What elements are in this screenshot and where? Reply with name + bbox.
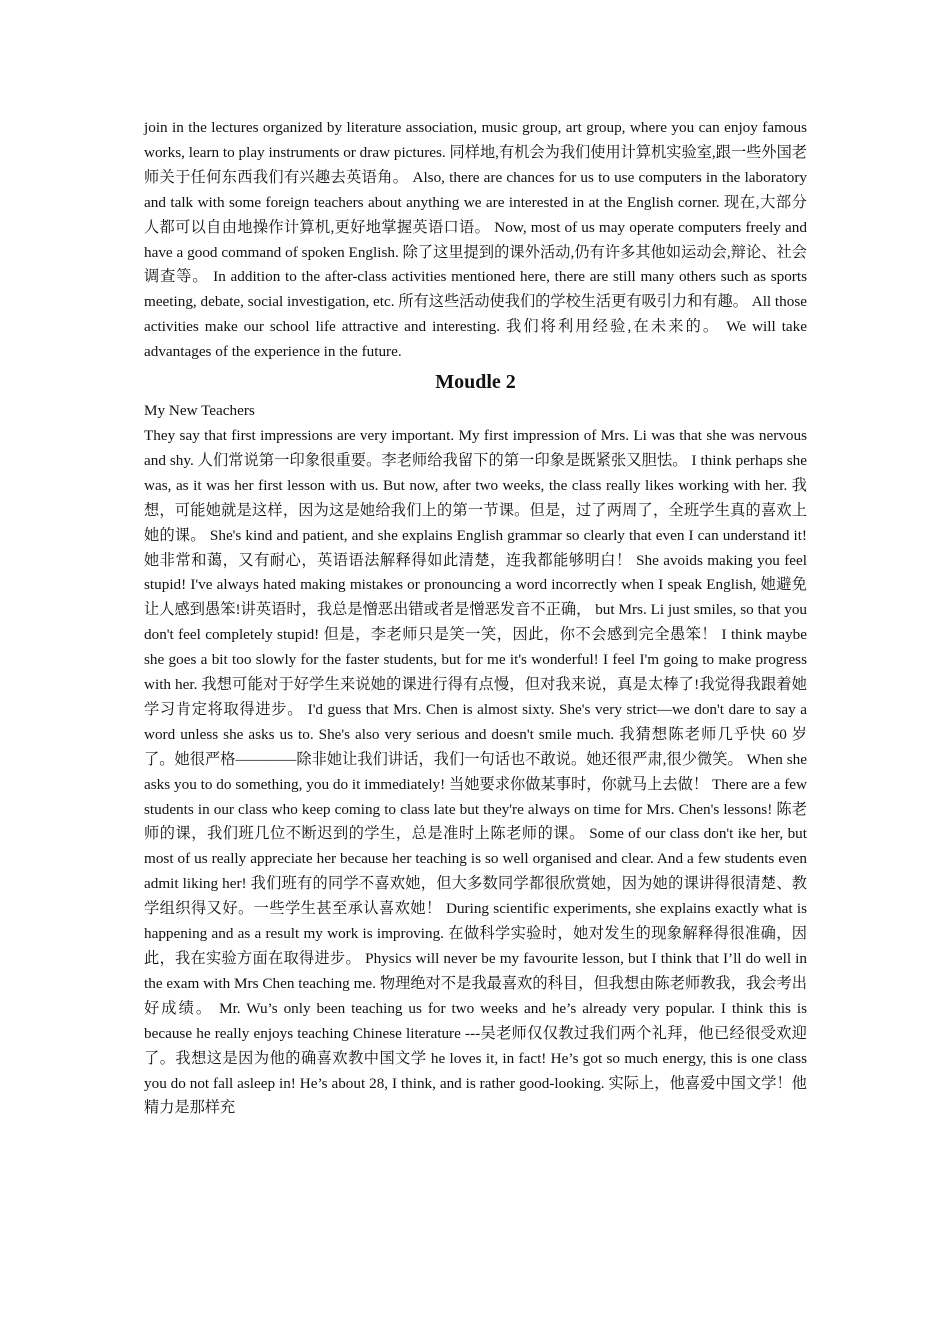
- activities-paragraph: join in the lectures organized by literature association, music group, art group, where you can enjoy famous works, learn to play instruments or draw pictures. 同样地,有机会为我们使用计算机实验室,跟一些外国老师关于任何东西我们有兴趣去英语角。 Also, there are chances for us to use computers in the laboratory and talk with some foreign teachers about anything we are interested in at the English corner. 现在,大部分人都可以自由地操作计算机,更好地掌握英语口语。 Now, most of us may operate computers freely and have a good command of spoken English. 除了这里提到的课外活动,仍有许多其他如运动会,辩论、社会调查等。 In addition to the after-class activities mentioned here, there are still many others such as sports meeting, debate, social investigation, etc. 所有这些活动使我们的学校生活更有吸引力和有趣。 All those activities make our school life attractive and interesting. 我们将利用经验,在未来的。 We will take advantages of the experience in the future.: [144, 119, 807, 361]
- teachers-paragraph: They say that first impressions are very important. My first impression of Mrs. Li was that she was nervous and shy. 人们常说第一印象很重要。李老师给我留下的第一印象是既紧张又胆怯。 I think perhaps she was, as it was her first lesson with us. But now, after two weeks, the class really likes working with her. 我想，可能她就是这样，因为这是她给我们上的第一节课。但是，过了两周了，全班学生真的喜欢上她的课。 She's kind and patient, and she explains English grammar so clearly that even I can understand it! 她非常和蔼，又有耐心，英语语法解释得如此清楚，连我都能够明白！ She avoids making you feel stupid! I've always hated making mistakes or pronouncing a word incorrectly when I speak English, 她避免让人感到愚笨!讲英语时，我总是憎恶出错或者是憎恶发音不正确， but Mrs. Li just smiles, so that you don't feel completely stupid! 但是，李老师只是笑一笑，因此，你不会感到完全愚笨！ I think maybe she goes a bit too slowly for the faster students, but for me it's wonderful! I feel I'm going to make progress with her. 我想可能对于好学生来说她的课进行得有点慢，但对我来说，真是太棒了!我觉得我跟着她学习肯定将取得进步。 I'd guess that Mrs. Chen is almost sixty. She's very strict—we don't dare to say a word unless she asks us to. She's also very serious and doesn't smile much. 我猜想陈老师几乎快 60 岁了。她很严格————除非她让我们讲话，我们一句话也不敢说。她还很严肃,很少微笑。 When she asks you to do something, you do it immediately! 当她要求你做某事时，你就马上去做！ There are a few students in our class who keep coming to class late but they're always on time for Mrs. Chen's lessons! 陈老师的课，我们班几位不断迟到的学生，总是准时上陈老师的课。 Some of our class don't ike her, but most of us really appreciate her because her teaching is so well organised and clear. And a few students even admit liking her! 我们班有的同学不喜欢她，但大多数同学都很欣赏她，因为她的课讲得很清楚、教学组织得又好。一些学生甚至承认喜欢她！ During scientific experiments, she explains exactly what is happening and as a result my work is improving. 在做科学实验时，她对发生的现象解释得很准确，因此，我在实验方面在取得进步。 Physics will never be my favourite lesson, but I think that I’ll do well in the exam with Mrs Chen teaching me. 物理绝对不是我最喜欢的科目，但我想由陈老师教我，我会考出好成绩。 Mr. Wu’s only been teaching us for two weeks and he’s already very popular. I think this is because he really enjoys teaching Chinese literature ---吴老师仅仅教过我们两个礼拜，他已经很受欢迎了。我想这是因为他的确喜欢教中国文学 he loves it, in fact! He’s got so much energy, this is one class you do not fall asleep in! He’s about 28, I think, and is rather good-looking. 实际上，他喜爱中国文学！他精力是那样充: [144, 426, 807, 1117]
- document-page: [144, 116, 807, 1121]
- module-heading: Moudle 2: [435, 371, 516, 394]
- section-subtitle: My New Teachers: [144, 402, 255, 420]
